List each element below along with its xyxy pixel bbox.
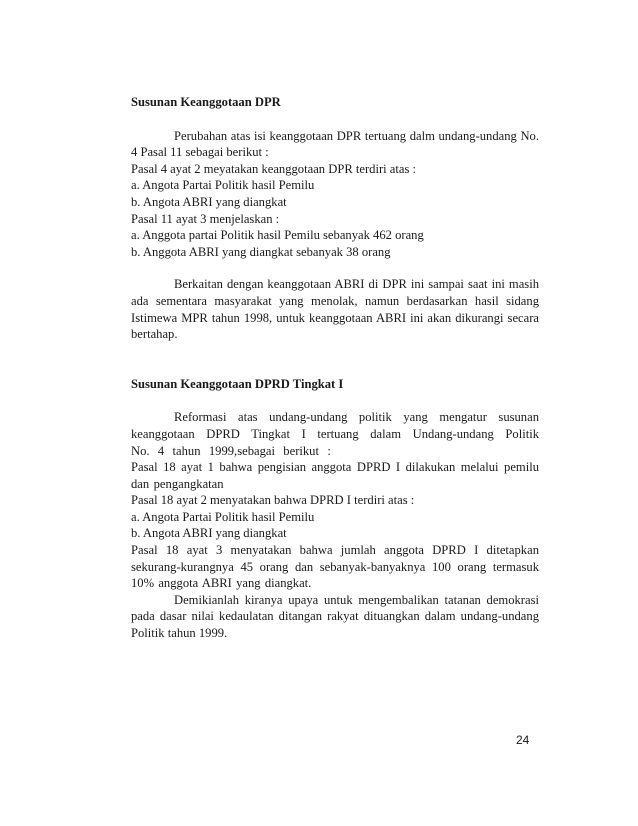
list-item: a. Angota Partai Politik hasil Pemilu <box>131 509 315 524</box>
paragraph-dpr-intro: Perubahan atas isi keanggotaan DPR tertuang dalm undang-undang No. 4 Pasal 11 sebagai berikut : <box>131 128 539 160</box>
page-number: 24 <box>516 733 530 747</box>
paragraph-closing: Demikianlah kiranya upaya untuk mengembalikan tatanan demokrasi pada dasar nilai kedaulatan ditangan rakyat dituangkan dalam undang-undang Politik tahun 1999. <box>131 592 539 641</box>
list-item: a. Anggota partai Politik hasil Pemilu sebanyak 462 orang <box>131 228 424 243</box>
document-body <box>131 94 539 642</box>
paragraph-dprd-intro: Reformasi atas undang-undang politik yang mengatur susunan keanggotaan DPRD Tingkat I tertuang dalam Undang-undang Politik No. 4 tahun 1999,sebagai berikut : <box>131 410 539 458</box>
list-item: b. Anggota ABRI yang diangkat sebanyak 38 orang <box>131 244 391 259</box>
paragraph-abri-dpr: Berkaitan dengan keanggotaan ABRI di DPR ini sampai saat ini masih ada sementara masyarakat yang menolak, namun berdasarkan hasil sidang Istimewa MPR tahun 1998, untuk keanggotaan ABRI ini akan dikurangi secara bertahap. <box>131 277 539 342</box>
text-line: Pasal 18 ayat 2 menyatakan bahwa DPRD I terdiri atas : <box>131 493 415 508</box>
text-line: Pasal 4 ayat 2 meyatakan keanggotaan DPR terdiri atas : <box>131 161 417 176</box>
list-item: b. Angota ABRI yang diangkat <box>131 526 287 541</box>
paragraph-pasal18-ayat1: Pasal 18 ayat 1 bahwa pengisian anggota DPRD I dilakukan melalui pemilu dan pengangkatan <box>131 460 539 491</box>
list-item: a. Angota Partai Politik hasil Pemilu <box>131 178 315 193</box>
section-heading-dprd: Susunan Keanggotaan DPRD Tingkat I <box>131 376 344 391</box>
list-item: b. Angota ABRI yang diangkat <box>131 194 287 209</box>
paragraph-pasal18-ayat3: Pasal 18 ayat 3 menyatakan bahwa jumlah anggota DPRD I ditetapkan sekurang-kurangnya 45 orang dan sebanyak-banyaknya 100 orang termasuk 10% anggota ABRI yang diangkat. <box>131 543 539 591</box>
text-line: Pasal 11 ayat 3 menjelaskan : <box>131 211 280 226</box>
section-heading-dpr: Susunan Keanggotaan DPR <box>131 95 281 109</box>
